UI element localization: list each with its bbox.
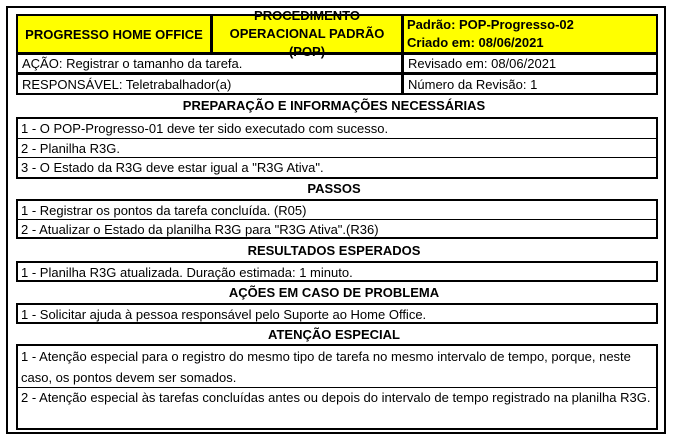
preparation-title: PREPARAÇÃO E INFORMAÇÕES NECESSÁRIAS xyxy=(182,98,486,113)
doc-title: PROGRESSO HOME OFFICE xyxy=(25,26,203,42)
revised-text: Revisado em: 08/06/2021 xyxy=(408,56,557,71)
problems-title: AÇÕES EM CASO DE PROBLEMA xyxy=(228,285,440,300)
action-cell xyxy=(16,53,403,74)
doc-title-cell xyxy=(16,14,212,54)
responsible-cell xyxy=(16,73,403,95)
revised-cell xyxy=(402,53,658,74)
preparation-item: 1 - O POP-Progresso-01 deve ter sido executado com sucesso. xyxy=(18,119,656,139)
results-item: 1 - Planilha R3G atualizada. Duração estimada: 1 minuto. xyxy=(21,265,353,280)
results-title: RESULTADOS ESPERADOS xyxy=(247,243,421,258)
standard-label: Padrão: POP-Progresso-02 xyxy=(407,17,574,32)
created-label: Criado em: 08/06/2021 xyxy=(407,35,544,50)
procedure-line-1: PROCEDIMENTO xyxy=(254,8,360,23)
standard-cell xyxy=(402,14,658,54)
steps-title: PASSOS xyxy=(307,181,361,196)
revision-number-text: Número da Revisão: 1 xyxy=(408,76,538,92)
steps-box xyxy=(16,199,658,239)
procedure-cell xyxy=(211,8,403,59)
action-text: AÇÃO: Registrar o tamanho da tarefa. xyxy=(22,56,243,71)
attention-item: 1 - Atenção especial para o registro do mesmo tipo de tarefa no mesmo intervalo de tempo, porque, neste caso, os pontos devem ser somados. xyxy=(18,346,656,388)
problems-item: 1 - Solicitar ajuda à pessoa responsável pelo Suporte ao Home Office. xyxy=(21,307,427,322)
problems-box xyxy=(16,303,658,324)
attention-item: 2 - Atenção especial às tarefas concluídas antes ou depois do intervalo de tempo registrado na planilha R3G. xyxy=(21,390,651,405)
revision-number-cell xyxy=(402,73,658,95)
attention-box xyxy=(16,344,658,430)
attention-title: ATENÇÃO ESPECIAL xyxy=(268,327,400,342)
preparation-item: 3 - O Estado da R3G deve estar igual a "R3G Ativa". xyxy=(21,160,324,175)
steps-item: 2 - Atualizar o Estado da planilha R3G para "R3G Ativa".(R36) xyxy=(21,222,379,237)
procedure-line-2: OPERACIONAL PADRÃO (POP) xyxy=(229,26,385,59)
steps-item: 1 - Registrar os pontos da tarefa concluída. (R05) xyxy=(18,201,656,220)
results-box xyxy=(16,261,658,282)
responsible-text: RESPONSÁVEL: Teletrabalhador(a) xyxy=(22,76,232,92)
preparation-item: 2 - Planilha R3G. xyxy=(18,139,656,158)
preparation-box xyxy=(16,117,658,179)
